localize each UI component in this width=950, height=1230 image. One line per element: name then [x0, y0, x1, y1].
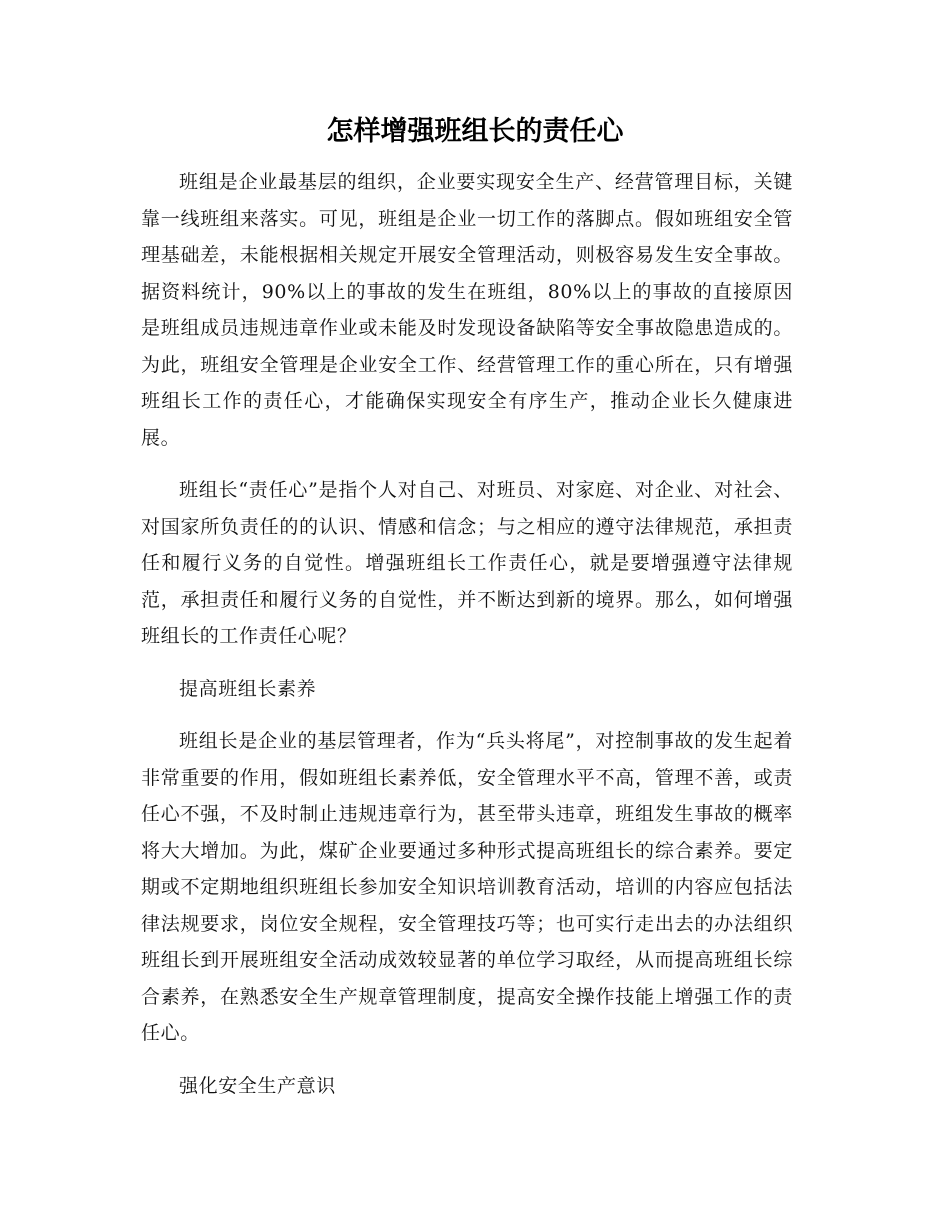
section-heading-quality: 提高班组长素养 — [179, 677, 317, 700]
paragraph-definition: 班组长“责任心”是指个人对自己、对班员、对家庭、对企业、对社会、对国家所负责任的的认识、情感和信念；与之相应的遵守法律规范，承担责任和履行义务的自觉性。增强班组长工作责任心，就是要增强遵守法律规范，承担责任和履行义务的自觉性，并不断达到新的境界。那么，如何增强班组长的工作责任心呢？ — [141, 479, 793, 647]
section-heading-awareness: 强化安全生产意识 — [179, 1074, 336, 1097]
paragraph-intro: 班组是企业最基层的组织，企业要实现安全生产、经营管理目标，关键靠一线班组来落实。可见，班组是企业一切工作的落脚点。假如班组安全管理基础差，未能根据相关规定开展安全管理活动，则极容易发生安全事故。据资料统计，90%以上的事故的发生在班组，80%以上的事故的直接原因是班组成员违规违章作业或未能及时发现设备缺陷等安全事故隐患造成的。为此，班组安全管理是企业安全工作、经营管理工作的重心所在，只有增强班组长工作的责任心，才能确保实现安全有序生产，推动企业长久健康进展。 — [141, 171, 793, 449]
document-body — [141, 164, 793, 1120]
document-title: 怎样增强班组长的责任心 — [326, 116, 624, 147]
paragraph-quality: 班组长是企业的基层管理者，作为“兵头将尾”，对控制事故的发生起着非常重要的作用，假如班组长素养低，安全管理水平不高，管理不善，或责任心不强，不及时制止违规违章行为，甚至带头违章，班组发生事故的概率将大大增加。为此，煤矿企业要通过多种形式提高班组长的综合素养。要定期或不定期地组织班组长参加安全知识培训教育活动，培训的内容应包括法律法规要求，岗位安全规程，安全管理技巧等；也可实行走出去的办法组织班组长到开展班组安全活动成效较显著的单位学习取经，从而提高班组长综合素养，在熟悉安全生产规章管理制度，提高安全操作技能上增强工作的责任心。 — [141, 730, 793, 1044]
